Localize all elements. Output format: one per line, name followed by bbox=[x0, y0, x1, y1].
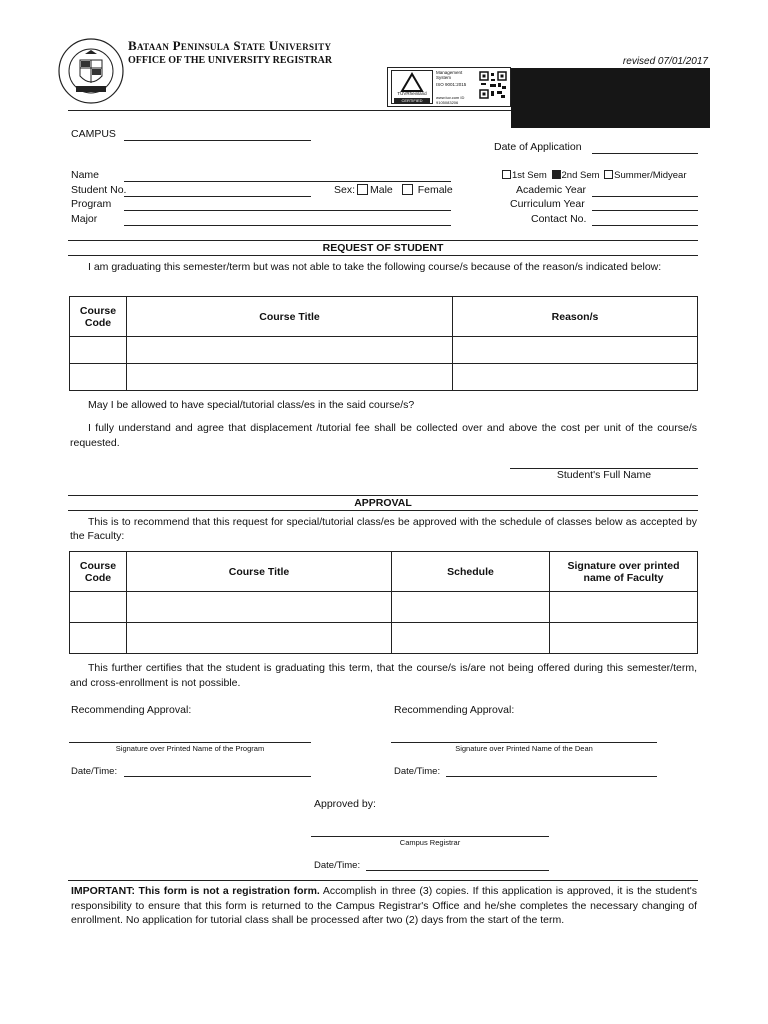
table-cell[interactable] bbox=[70, 623, 127, 654]
table-cell[interactable] bbox=[453, 364, 698, 391]
request-heading: REQUEST OF STUDENT bbox=[322, 242, 444, 254]
request-question: May I be allowed to have special/tutorial class/es in the said course/s? bbox=[88, 399, 415, 411]
cert-text-2: ISO 9001:2015 bbox=[436, 82, 467, 87]
program-signature-line[interactable] bbox=[69, 742, 311, 743]
female-label: Female bbox=[417, 184, 453, 196]
university-seal bbox=[58, 38, 124, 104]
datetime-label-2: Date/Time: bbox=[394, 766, 441, 777]
major-label: Major bbox=[71, 213, 98, 225]
sem1-checkbox[interactable] bbox=[502, 170, 511, 179]
tuv-mark bbox=[391, 70, 433, 104]
table-cell[interactable] bbox=[453, 337, 698, 364]
sem2-label: 2nd Sem bbox=[561, 170, 600, 181]
table-cell[interactable] bbox=[127, 364, 453, 391]
cert-brand: TÜVRheinland bbox=[397, 91, 427, 96]
approved-by-label: Approved by: bbox=[314, 798, 376, 810]
approval-intro: This is to recommend that this request for special/tutorial class/es be approved with the schedule of classes below as accepted by the Faculty: bbox=[70, 516, 697, 542]
table-cell[interactable] bbox=[550, 623, 698, 654]
qr-code-icon bbox=[479, 71, 507, 99]
program-input[interactable] bbox=[124, 210, 451, 211]
cert-id: www.tuv.com ID 9105083206 bbox=[436, 95, 465, 105]
table-cell[interactable] bbox=[550, 592, 698, 623]
academic-year-input[interactable] bbox=[592, 196, 698, 197]
table-row bbox=[70, 592, 698, 623]
sem1-label: 1st Sem bbox=[512, 170, 547, 181]
program-signature-label: Signature over Printed Name of the Program bbox=[115, 744, 265, 753]
major-input[interactable] bbox=[124, 225, 451, 226]
col-faculty-signature: Signature over printed name of Faculty bbox=[550, 552, 698, 592]
male-label: Male bbox=[370, 184, 393, 196]
dark-header-block bbox=[511, 68, 710, 128]
university-name: Bataan Peninsula State University bbox=[128, 38, 332, 53]
datetime-label-1: Date/Time: bbox=[71, 766, 118, 777]
approval-heading-band bbox=[68, 495, 698, 511]
recommending-approval-1: Recommending Approval: bbox=[71, 704, 192, 716]
date-of-application-input[interactable] bbox=[592, 153, 698, 154]
col-course-title: Course Title bbox=[127, 552, 392, 592]
footer-rule bbox=[68, 880, 698, 881]
col-course-title: Course Title bbox=[127, 297, 453, 337]
datetime-label-3: Date/Time: bbox=[314, 860, 361, 871]
header-rule bbox=[68, 110, 511, 111]
name-label: Name bbox=[71, 169, 100, 181]
sex-field bbox=[334, 184, 453, 196]
contact-no-input[interactable] bbox=[592, 225, 698, 226]
summer-checkbox[interactable] bbox=[604, 170, 613, 179]
campus-label: CAMPUS bbox=[71, 128, 116, 140]
request-intro: I am graduating this semester/term but was not able to take the following course/s because of the reason/s indicated below: bbox=[88, 261, 662, 273]
table-cell[interactable] bbox=[127, 623, 392, 654]
col-reason: Reason/s bbox=[453, 297, 698, 337]
cert-text-1: Management System bbox=[436, 70, 463, 80]
important-label: IMPORTANT: This form is not a registration form. bbox=[71, 885, 320, 897]
col-course-code: Course Code bbox=[70, 297, 127, 337]
request-agreement: I fully understand and agree that displacement /tutorial fee shall be collected over and above the cost per unit of the course/s requested. bbox=[70, 422, 697, 449]
program-label: Program bbox=[71, 198, 112, 210]
female-checkbox[interactable] bbox=[402, 184, 413, 195]
important-note bbox=[71, 884, 697, 928]
table-cell[interactable] bbox=[392, 623, 550, 654]
sem2-checkbox[interactable] bbox=[552, 170, 561, 179]
approval-table bbox=[69, 551, 698, 654]
table-cell[interactable] bbox=[70, 364, 127, 391]
male-checkbox[interactable] bbox=[357, 184, 368, 195]
table-row bbox=[70, 364, 698, 391]
datetime-input-3[interactable] bbox=[366, 870, 549, 871]
table-cell[interactable] bbox=[127, 592, 392, 623]
table-cell[interactable] bbox=[70, 592, 127, 623]
campus-registrar-label: Campus Registrar bbox=[399, 838, 461, 847]
curriculum-year-input[interactable] bbox=[592, 210, 698, 211]
col-schedule: Schedule bbox=[392, 552, 550, 592]
table-cell[interactable] bbox=[392, 592, 550, 623]
curriculum-year-label: Curriculum Year bbox=[510, 198, 585, 210]
col-course-code: Course Code bbox=[70, 552, 127, 592]
certification-logo bbox=[387, 67, 511, 107]
table-row bbox=[70, 623, 698, 654]
semester-options bbox=[502, 170, 687, 181]
table-row bbox=[70, 337, 698, 364]
cert-badge: CERTIFIED bbox=[394, 98, 430, 103]
request-heading-band bbox=[68, 240, 698, 256]
important-text: Accomplish in three (3) copies. If this application is approved, it is the student's responsibility to ensure that this form is returned to the Campus Registrar's Office and he/she completes the necessary changing of enrollment. No application for tutorial class shall be processed after two (2) days from the start of the term. bbox=[71, 885, 697, 926]
dean-signature-label: Signature over Printed Name of the Dean bbox=[455, 744, 593, 753]
office-name: OFFICE OF THE UNIVERSITY REGISTRAR bbox=[128, 55, 333, 66]
approval-heading: APPROVAL bbox=[354, 497, 412, 509]
table-cell[interactable] bbox=[127, 337, 453, 364]
sex-label: Sex: bbox=[334, 184, 356, 196]
summer-label: Summer/Midyear bbox=[614, 170, 687, 181]
revised-date: revised 07/01/2017 bbox=[622, 56, 708, 67]
date-of-application-label: Date of Application bbox=[494, 141, 582, 153]
approval-certification: This further certifies that the student is graduating this term, that the course/s is/are not being offered during this semester/term, and cross-enrollment is not possible. bbox=[70, 662, 697, 689]
student-full-name-label: Student's Full Name bbox=[556, 469, 652, 481]
student-no-label: Student No. bbox=[71, 184, 127, 196]
name-input[interactable] bbox=[124, 181, 451, 182]
datetime-input-1[interactable] bbox=[124, 776, 311, 777]
student-no-input[interactable] bbox=[124, 196, 311, 197]
academic-year-label: Academic Year bbox=[516, 184, 587, 196]
table-cell[interactable] bbox=[70, 337, 127, 364]
datetime-input-2[interactable] bbox=[446, 776, 657, 777]
recommending-approval-2: Recommending Approval: bbox=[394, 704, 515, 716]
request-table bbox=[69, 296, 698, 391]
registrar-signature-line[interactable] bbox=[311, 836, 549, 837]
campus-input[interactable] bbox=[124, 140, 311, 141]
dean-signature-line[interactable] bbox=[391, 742, 657, 743]
seal-icon bbox=[58, 38, 124, 104]
contact-no-label: Contact No. bbox=[531, 213, 587, 225]
